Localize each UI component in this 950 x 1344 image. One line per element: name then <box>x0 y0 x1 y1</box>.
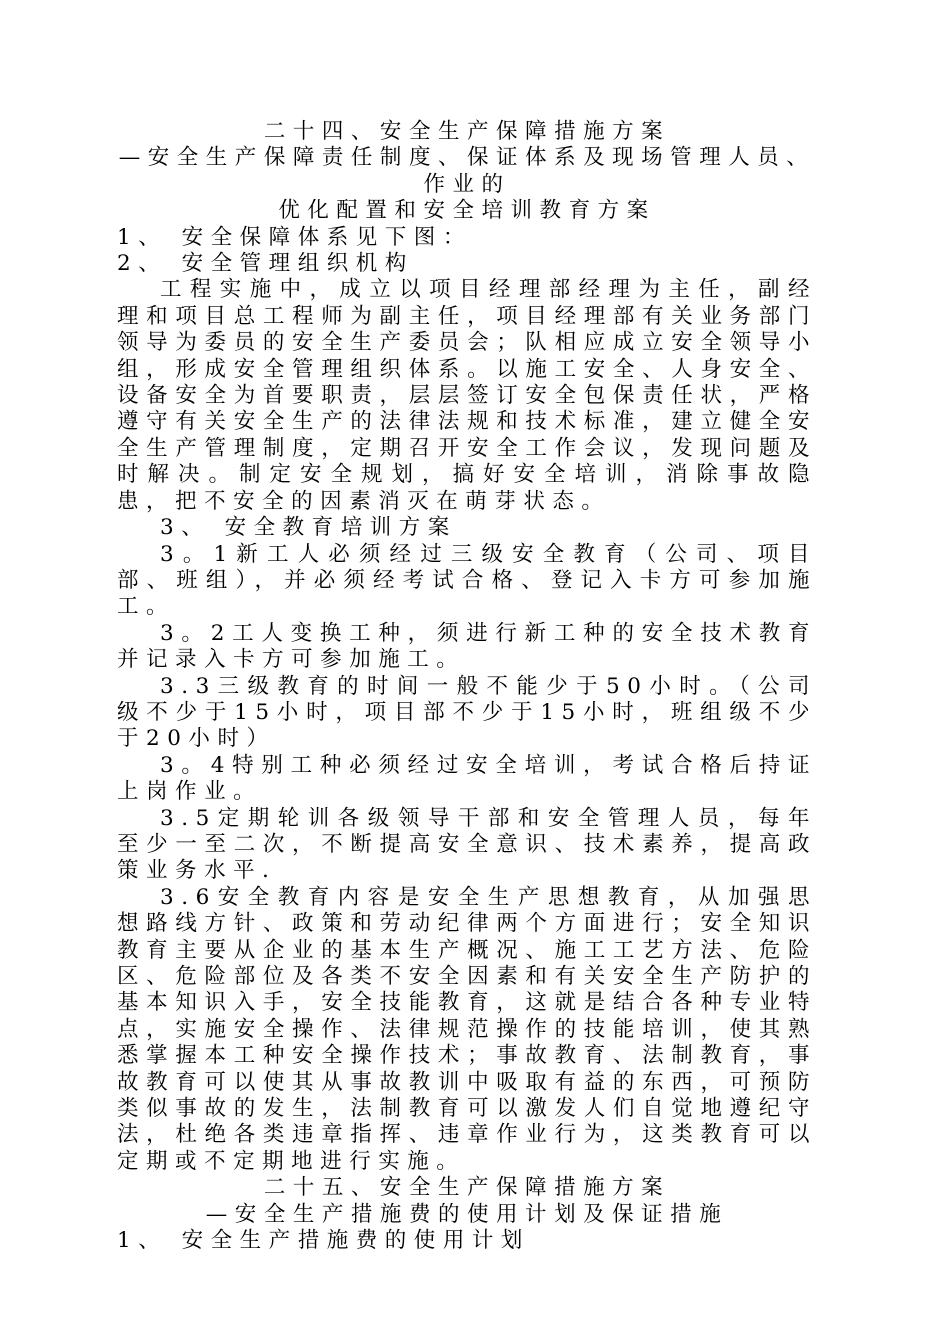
paragraph-3-3: 3.3三级教育的时间一般不能少于50小时。（公司级不少于15小时，项目部不少于15小时，班组级不少于20小时） <box>117 673 817 752</box>
section-24-title: 二十四、安全生产保障措施方案 <box>263 119 671 144</box>
document-page <box>117 119 817 1254</box>
section-25-title: 二十五、安全生产保障措施方案 <box>263 1175 671 1201</box>
section-24-subtitle-1: —安全生产保障责任制度、保证体系及现场管理人员、作业的 <box>118 145 816 197</box>
paragraph-3-2: 3。2工人变换工种，须进行新工种的安全技术教育并记录入卡方可参加施工。 <box>117 620 817 673</box>
section-25-item-1-heading: 1、 安全生产措施费的使用计划 <box>117 1228 530 1254</box>
org-paragraph: 工程实施中，成立以项目经理部经理为主任，副经理和项目总工程师为副主任，项目经理部有关业务部门领导为委员的安全生产委员会；队相应成立安全领导小组，形成安全管理组织体系。以施工安全、人身安全、设备安全为首要职责，层层签订安全包保责任状，严格遵守有关安全生产的法律法规和技术标准，建立健全安全生产管理制度，定期召开安全工作会议，发现问题及时解决。制定安全规划，搞好安全培训，消除事故隐患，把不安全的因素消灭在萌芽状态。 <box>117 277 817 514</box>
paragraph-3-4: 3。4特别工种必须经过安全培训，考试合格后持证上岗作业。 <box>117 752 817 805</box>
paragraph-3-1: 3。1新工人必须经过三级安全教育（公司、项目部、班组），并必须经考试合格、登记入卡方可参加施工。 <box>117 541 817 620</box>
paragraph-3-6: 3.6安全教育内容是安全生产思想教育，从加强思想路线方针、政策和劳动纪律两个方面进行；安全知识教育主要从企业的基本生产概况、施工工艺方法、危险区、危险部位及各类不安全因素和有关安全生产防护的基本知识入手，安全技能教育，这就是结合各种专业特点，实施安全操作、法律规范操作的技能培训，使其熟悉掌握本工种安全操作技术；事故教育、法制教育，事故教育可以使其从事故教训中吸取有益的东西，可预防类似事故的发生，法制教育可以激发人们自觉地遵纪守法，杜绝各类违章指挥、违章作业行为，这类教育可以定期或不定期地进行实施。 <box>117 884 817 1174</box>
section-24-subtitle-2: 优化配置和安全培训教育方案 <box>278 198 656 224</box>
item-3-heading: 3、 安全教育培训方案 <box>160 515 457 541</box>
item-2-heading: 2、 安全管理组织机构 <box>117 251 414 277</box>
paragraph-3-5: 3.5定期轮训各级领导干部和安全管理人员，每年至少一至二次，不断提高安全意识、技术素养，提高政策业务水平． <box>117 805 817 884</box>
item-1-heading: 1、 安全保障体系见下图： <box>117 224 472 250</box>
section-25-subtitle: —安全生产措施费的使用计划及保证措施 <box>205 1201 729 1227</box>
